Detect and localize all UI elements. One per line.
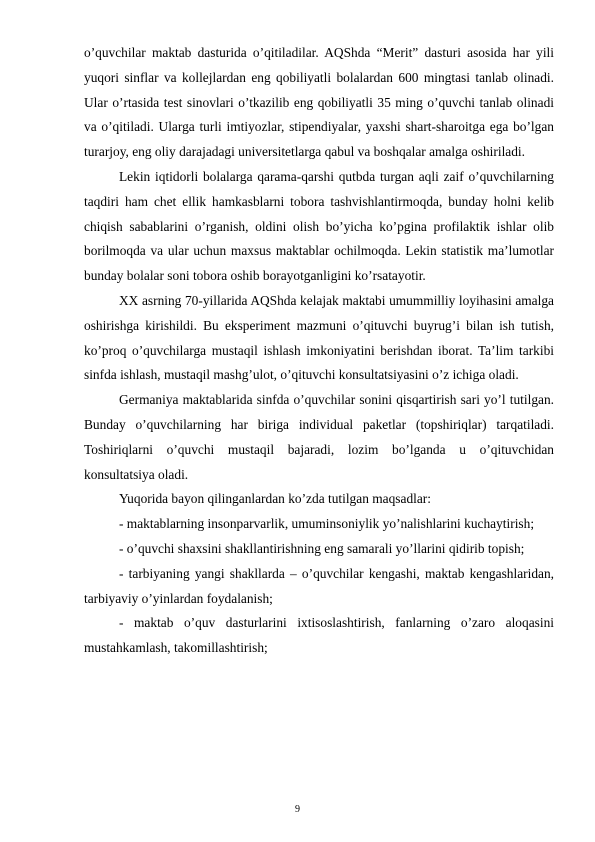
list-item: - maktablarning insonparvarlik, umuminsoniylik yo’nalishlarini kuchaytirish; bbox=[119, 516, 535, 532]
list-item: - o’quvchi shaxsini shakllantirishning eng samarali yo’llarini qidirib topish; bbox=[119, 540, 525, 556]
paragraph: Germaniya maktablarida sinfda o’quvchilar sonini qisqartirish sari yo’l tutilgan. Bunday o’quvchilarning har biriga individual paketlar (topshiriqlar) tarqatiladi. Toshiriqlarni o’quvchi mustaqil bajaradi, lozim bo’lganda u o’qituvchidan konsultatsiya oladi. bbox=[84, 392, 554, 482]
list-intro: Yuqorida bayon qilinganlardan ko’zda tutilgan maqsadlar: bbox=[119, 491, 431, 507]
paragraph: Lekin iqtidorli bolalarga qarama-qarshi qutbda turgan aqli zaif o’quvchilarning taqdiri ham chet ellik hamkasblarni tobora tashvishlantirmoqda, bunday holni kelib chiqish sabablarini o’rganish, oldini olish bo’yicha ko’pgina profilaktik ishlar olib borilmoqda va ular uchun maxsus maktablar ochilmoqda. Lekin statistik ma’lumotlar bunday bolalar soni tobora oshib borayotganligini ko’rsatayotir. bbox=[84, 168, 554, 284]
paragraph: XX asrning 70-yillarida AQShda kelajak maktabi umummilliy loyihasini amalga oshirishga kirishildi. Bu eksperiment mazmuni o’qituvchi buyrug’i bilan ish tutish, ko’proq o’quvchilarga mustaqil ishlash imkoniyatini berishdan iborat. Ta’lim tarkibi sinfda ishlash, mustaqil mashg’ulot, o’qituvchi konsultatsiyasini o’z ichiga oladi. bbox=[84, 292, 554, 383]
list-item: - maktab o’quv dasturlarini ixtisoslashtirish, fanlarning o’zaro aloqasini mustahkamlash, takomillashtirish; bbox=[84, 615, 554, 656]
list-item: - tarbiyaning yangi shakllarda – o’quvchilar kengashi, maktab kengashlaridan, tarbiyaviy o’yinlardan foydalanish; bbox=[84, 565, 554, 606]
page-number: 9 bbox=[295, 804, 300, 815]
body-text bbox=[84, 41, 554, 661]
paragraph-continuation: o’quvchilar maktab dasturida o’qitiladilar. AQShda “Merit” dasturi asosida har yili yuqori sinflar va kollejlardan eng qobiliyatli bolalardan 600 mingtasi tanlab olinadi. Ular o’rtasida test sinovlari o’tkazilib eng qobiliyatli 35 ming o’quvchi tanlab olinadi va o’qitiladi. Ularga turli imtiyozlar, stipendiyalar, yaxshi shart-sharoitga ega bo’lgan turarjoy, eng oliy darajadagi universitetlarga qabul va boshqalar amalga oshiriladi. bbox=[84, 45, 554, 160]
